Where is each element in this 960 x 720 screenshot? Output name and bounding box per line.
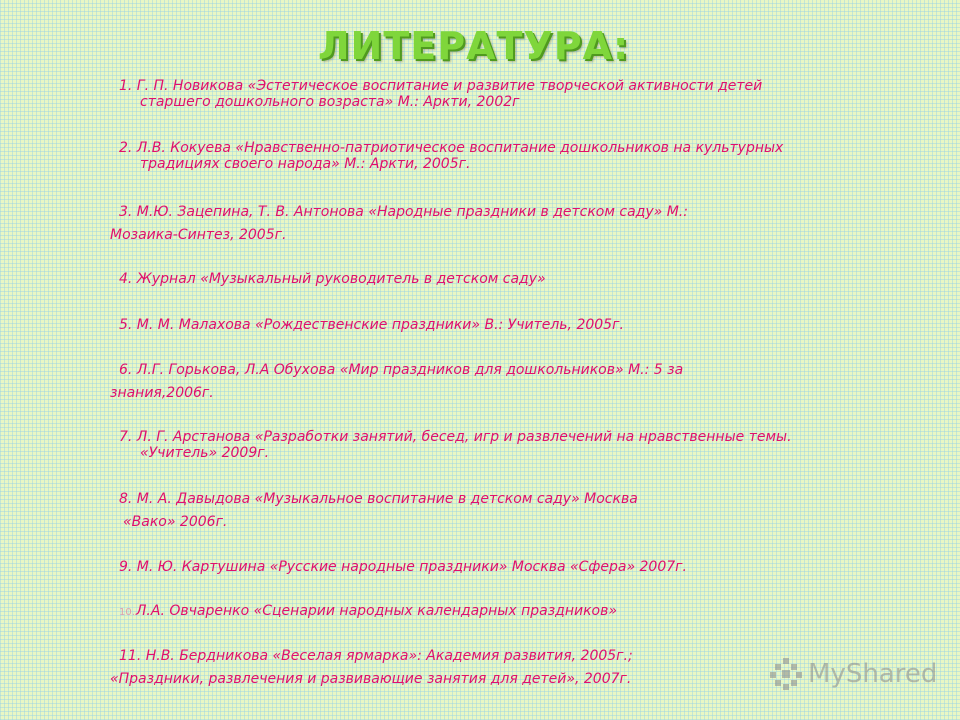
reference-2-line-2: традициях своего народа» М.: Аркти, 2005г. [140,156,471,172]
watermark [768,654,937,694]
reference-4: 4. Журнал «Музыкальный руководитель в детском саду» [119,271,546,287]
reference-8-line-2: «Вако» 2006г. [123,514,228,530]
watermark-text: MyShared [808,659,938,689]
reference-6-line-2: знания,2006г. [110,385,214,401]
reference-3-line-1: 3. М.Ю. Зацепина, Т. В. Антонова «Народные праздники в детском саду» М.: [119,204,688,220]
reference-3-line-2: Мозаика-Синтез, 2005г. [110,227,287,243]
reference-7-line-1: 7. Л. Г. Арстанова «Разработки занятий, бесед, игр и развлечений на нравственные темы. [119,429,792,445]
reference-11-line-2: «Праздники, развлечения и развивающие занятия для детей», 2007г. [110,671,632,687]
reference-7-line-2: «Учитель» 2009г. [140,445,270,461]
reference-5: 5. М. М. Малахова «Рождественские праздники» В.: Учитель, 2005г. [119,317,624,333]
reference-1-line-2: старшего дошкольного возраста» М.: Аркти, 2002г [140,94,520,110]
reference-1-line-1: 1. Г. П. Новикова «Эстетическое воспитание и развитие творческой активности детей [119,78,763,94]
reference-10-number: 10. [119,607,135,618]
page-title: ЛИТЕРАТУРА: [318,24,630,68]
reference-10 [119,603,617,621]
reference-2-line-1: 2. Л.В. Кокуева «Нравственно-патриотическое воспитание дошкольников на культурных [119,140,784,156]
reference-10-text: Л.А. Овчаренко «Сценарии народных календарных праздников» [135,603,617,619]
reference-11-line-1: 11. Н.В. Бердникова «Веселая ярмарка»: Академия развития, 2005г.; [119,648,633,664]
reference-9: 9. М. Ю. Картушина «Русские народные праздники» Москва «Сфера» 2007г. [119,559,687,575]
reference-8-line-1: 8. М. А. Давыдова «Музыкальное воспитание в детском саду» Москва [119,491,638,507]
reference-6-line-1: 6. Л.Г. Горькова, Л.А Обухова «Мир праздников для дошкольников» М.: 5 за [119,362,684,378]
myshared-logo-icon [768,656,804,692]
